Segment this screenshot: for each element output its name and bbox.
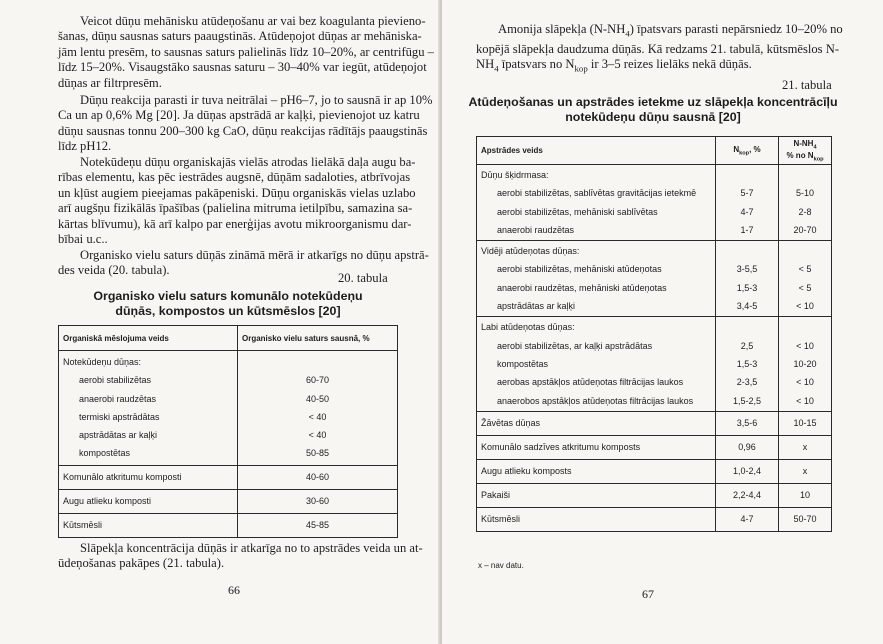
cell-value: 0,96 (716, 435, 779, 459)
sub-item: anaerobos apstākļos atūdeņotas filtrācijas laukos (497, 395, 694, 406)
cell-value: 50-70 (779, 507, 832, 531)
table-title-line: dūņās, kompostos un kūtsmēslos [20] (115, 304, 341, 318)
cell-value: 4-7 (716, 507, 779, 531)
sub-item: aerobi stabilizētas, ar kaļķi apstrādātas (497, 340, 653, 351)
table-title-line: Atūdeņošanas un apstrādes ietekme uz slāpekļa koncentrācīļu (468, 95, 838, 109)
paragraph-3 (58, 155, 416, 247)
row-label (59, 351, 238, 466)
table-row (477, 411, 832, 435)
cell-value: 1,5-2,5 (732, 395, 762, 406)
cell-value: 2-8 (798, 206, 812, 217)
paragraph-5 (58, 541, 423, 572)
text-line: bībai u.c.. (58, 232, 108, 247)
row-value (779, 241, 832, 317)
sub-item: aerobi stabilizētas, mehāniski atūdeņotas (497, 264, 662, 275)
cell-value: < 40 (308, 411, 327, 422)
column-header: Organisko vielu saturs sausnā, % (238, 326, 398, 351)
row-value (238, 351, 398, 466)
text-line: $NH_4$ īpatsvars no $N_{kop}$ ir 3–5 reizes lielāks nekā dūņās. (476, 57, 752, 74)
table-row (477, 459, 832, 483)
table-row (59, 351, 398, 466)
cell-value: 1-7 (740, 224, 754, 235)
column-header: $N_{kop}$, % (716, 137, 779, 165)
cell-value: 20-70 (793, 224, 817, 235)
sub-item: aerobi stabilizētas (79, 375, 152, 386)
table-row (477, 507, 832, 531)
sub-item: apstrādātas ar kaļķi (79, 430, 158, 441)
group-title: Labi atūdeņotas dūņas: (481, 322, 575, 333)
text-line: Veicot dūņu mehānisku atūdeņošanu ar vai bez koagulanta pievieno- (80, 14, 426, 28)
column-header: Apstrādes veids (477, 137, 716, 165)
text-line: kārtas blīvumu), kā arī kalpo par enerģijas avotu mikroorganismu dar- (58, 216, 412, 231)
cell-value: 2,2-4,4 (716, 483, 779, 507)
cell-value: 30-60 (238, 489, 398, 513)
text-line: Notekūdeņu dūņu organiskajās vielās atrodas lielākā daļa augu ba- (80, 155, 416, 169)
text-line: rības elementu, kas pēc iestrādes augsnē, dūņām sadaloties, atbrīvojas (58, 170, 411, 185)
cell-value: 10-15 (779, 411, 832, 435)
cell-value: x (779, 435, 832, 459)
text-line: šanas, dūņu sausnas saturs paaugstinās. Atūdeņojot dūņas ar mehāniska- (58, 29, 422, 44)
cell-value: 3,5-6 (716, 411, 779, 435)
cell-value: 50-85 (305, 448, 330, 459)
text-line: Amonija slāpekļa $(N-NH_4)$ īpatsvars parasti nepārsniedz 10–20% no (498, 22, 843, 39)
cell-value: < 10 (796, 340, 814, 351)
table-row (477, 165, 832, 241)
row-label (477, 165, 716, 241)
table-row (477, 241, 832, 317)
cell-value: 1,0-2,4 (716, 459, 779, 483)
row-label (477, 317, 716, 411)
text-line: kopējā slāpekļa daudzuma dūņās. Kā redzams 21. tabulā, kūtsmēslos N- (476, 41, 840, 56)
group-title: Vidēji atūdeņotas dūņas: (481, 246, 580, 257)
cell-value: 10-20 (793, 358, 817, 369)
cell-value: 60-70 (305, 375, 330, 386)
row-label (477, 241, 716, 317)
row-label: Pakaiši (477, 483, 716, 507)
row-label: Kūtsmēsli (477, 507, 716, 531)
table-row (59, 489, 398, 513)
cell-value: 40-50 (305, 393, 330, 404)
sub-item: apstrādātas ar kaļķi (497, 301, 576, 312)
text-line: Ca un ap 0,6% Mg [20]. Ja dūņas apstrādā ar kaļķi, pievienojot uz katru (58, 108, 420, 123)
column-header: Organiskā mēslojuma veids (59, 326, 238, 351)
cell-value: 5-10 (795, 188, 814, 199)
text-line: dūņu sausnas tonnu 200–300 kg CaO, dūņu reakcijas rādītājs paaugstinās (58, 123, 428, 138)
sub-item: anaerobi raudzētas (497, 224, 575, 235)
text-line: ūdeņošanas pakāpes (21. tabula). (58, 556, 225, 571)
cell-value: 1,5-3 (736, 358, 758, 369)
cell-value: 10 (779, 483, 832, 507)
cell-value: 2,5 (740, 340, 754, 351)
table-title (58, 289, 398, 319)
table-row (477, 435, 832, 459)
cell-value: 1,5-3 (736, 282, 758, 293)
row-label: Komunālo atkritumu komposti (59, 465, 238, 489)
table-number: 20. tabula (338, 271, 388, 285)
cell-value: < 10 (796, 377, 814, 388)
row-label: Žāvētas dūņas (477, 411, 716, 435)
intro-paragraph (476, 22, 843, 77)
cell-value: 3-5,5 (736, 264, 758, 275)
text-line: un kļūst augiem pieejamas pakāpeniski. Dūņu organiskās vielas uzlabo (58, 185, 416, 200)
cell-value: < 5 (798, 264, 812, 275)
text-line: līdz pH12. (58, 139, 112, 154)
cell-value (242, 353, 393, 371)
table-number: 21. tabula (782, 78, 832, 92)
table-row (477, 317, 832, 411)
row-value (779, 165, 832, 241)
cell-value: < 40 (308, 430, 327, 441)
sub-item: aerobas apstākļos atūdeņotas filtrācijas laukos (497, 377, 684, 388)
text-line: dūņas ar filtrpresēm. (58, 75, 162, 90)
sub-item: aerobi stabilizētas, mehāniski sablīvētas (497, 206, 658, 217)
sub-item: anaerobi raudzētas (79, 393, 157, 404)
cell-value: < 10 (796, 301, 814, 312)
page-66 (0, 0, 440, 644)
cell-value: x (779, 459, 832, 483)
sub-item: aerobi stabilizētas, sablīvētas gravitācijas ietekmē (497, 188, 697, 199)
text-line: Organisko vielu saturs dūņās zināmā mērā ir atkarīgs no dūņu apstrā- (80, 248, 429, 262)
table-row (59, 465, 398, 489)
cell-value: 4-7 (740, 206, 754, 217)
sub-item: anaerobi raudzētas, mehāniski atūdeņotas (497, 282, 667, 293)
cell-value: 5-7 (740, 188, 754, 199)
row-value (779, 317, 832, 411)
cell-value: < 10 (796, 395, 814, 406)
row-label: Komunālo sadzīves atkritumu komposts (477, 435, 716, 459)
sub-item: termiski apstrādātas (79, 411, 160, 422)
table-21 (476, 136, 832, 532)
cell-value: 2-3,5 (736, 377, 758, 388)
text-line: Slāpekļa koncentrācija dūņās ir atkarīga no to apstrādes veida un at- (80, 541, 423, 555)
text-line: arī augšņu fizikālās īpašības (palielina mitruma ietilpību, samazina sa- (58, 201, 413, 216)
text-line: Dūņu reakcija parasti ir tuva neitrālai – pH6–7, jo to sausnā ir ap 10% (80, 93, 433, 107)
sub-item: kompostētas (79, 448, 131, 459)
table-title (468, 95, 838, 125)
cell-value: < 5 (798, 282, 812, 293)
group-title: Dūņu šķidrmasa: (481, 170, 549, 180)
row-label: Augu atlieku komposts (477, 459, 716, 483)
paragraph-2 (58, 93, 433, 155)
page-67 (442, 0, 883, 644)
table-row (477, 483, 832, 507)
row-label: Kūtsmēsli (59, 513, 238, 537)
column-header: $N-NH_4$ % no $N_{kop}$ (779, 137, 832, 165)
table-title-line: Organisko vielu saturs komunālo notekūdeņu (93, 289, 363, 303)
text-line: jām lentu presēm, to sausnas saturs palielinās līdz 10–20%, ar centrifūgu – (58, 44, 434, 59)
sub-item: kompostētas (497, 358, 549, 369)
paragraph-1 (58, 14, 434, 91)
cell-value: 3,4-5 (736, 301, 758, 312)
page-number: 67 (642, 587, 654, 601)
cell-value: 45-85 (238, 513, 398, 537)
text-line: des veida (20. tabula). (58, 263, 170, 278)
group-title: Notekūdeņu dūņas: (63, 357, 142, 367)
row-value (716, 241, 779, 317)
row-value (716, 317, 779, 411)
table-row (59, 513, 398, 537)
row-label: Augu atlieku komposti (59, 489, 238, 513)
table-title-line: notekūdeņu dūņu sausnā [20] (565, 110, 741, 124)
page-number: 66 (228, 583, 240, 597)
row-value (716, 165, 779, 241)
text-line: līdz 15–20%. Visaugstāko sausnas saturu – 30–40% var iegūt, atūdeņojot (58, 60, 427, 75)
table-20 (58, 325, 398, 538)
table-footnote: x – nav datu. (478, 561, 524, 570)
cell-value: 40-60 (238, 465, 398, 489)
